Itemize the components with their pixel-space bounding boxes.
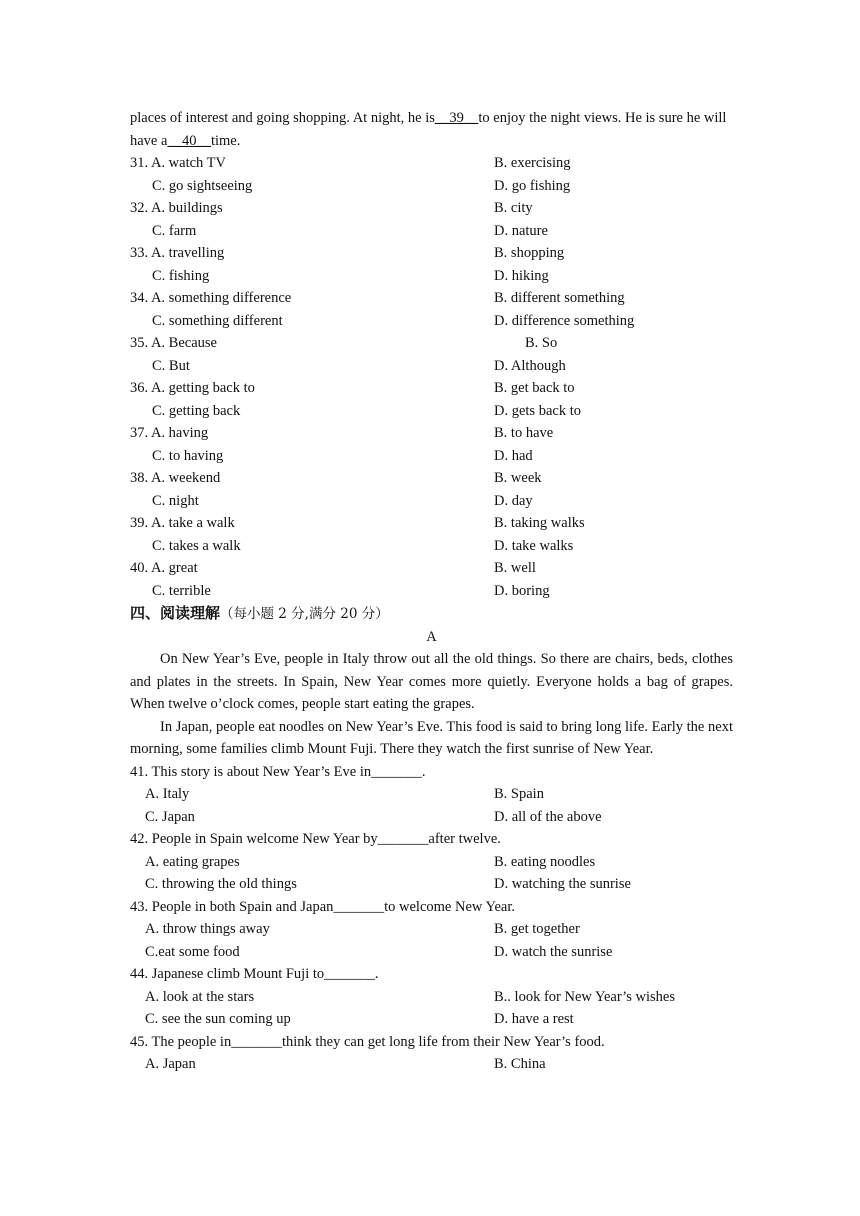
option-d: D. hiking (494, 267, 549, 284)
question-row (130, 400, 733, 423)
option-row (130, 941, 733, 964)
option-c: C. fishing (152, 267, 210, 284)
question-number: 31. (130, 155, 149, 171)
option-row (130, 986, 733, 1009)
question-row (130, 220, 733, 243)
option-row (130, 873, 733, 896)
question-number: 34. (130, 290, 149, 306)
option-a: A. look at the stars (145, 988, 255, 1005)
intro-line-2 (130, 130, 733, 153)
option-d: D. take walks (494, 537, 574, 554)
question-number: 36. (130, 380, 149, 396)
option-d: D. have a rest (494, 1011, 574, 1027)
question-option-a (130, 377, 255, 400)
option-row (130, 783, 733, 806)
option-b: B. different something (494, 290, 625, 306)
option-a: A. eating grapes (145, 853, 240, 870)
question-stem: 43. People in both Spain and Japan_______to welcome New Year. (130, 898, 516, 915)
option-b: B. to have (494, 425, 554, 441)
intro-text: time. (210, 132, 241, 149)
question-row (130, 467, 733, 490)
option-b: B. China (494, 1056, 546, 1072)
option-c: C. Japan (145, 808, 195, 825)
option-b: B. week (494, 470, 542, 486)
option-b: B. city (494, 200, 533, 216)
document-content (130, 107, 733, 1076)
option-d: D. nature (494, 222, 548, 239)
section-note: （每小题 2 分,满分 20 分） (220, 606, 389, 622)
question-option-a (130, 557, 198, 580)
question-row (130, 490, 733, 513)
option-row (130, 851, 733, 874)
question-number: 32. (130, 200, 149, 216)
question-option-a (130, 197, 223, 220)
option-row (130, 918, 733, 941)
option-row (130, 1008, 733, 1031)
question-row (130, 287, 733, 310)
question-option-a (130, 422, 208, 445)
section-heading (130, 602, 733, 626)
question-row (130, 535, 733, 558)
question-number: 33. (130, 245, 149, 261)
reading-questions (130, 761, 733, 1076)
option-b: B.. look for New Year’s wishes (494, 988, 675, 1005)
question-option-a (130, 332, 217, 355)
question-stem: 41. This story is about New Year’s Eve in_______. (130, 763, 426, 780)
option-a: A. Because (150, 335, 217, 351)
question-number: 40. (130, 560, 149, 576)
question-row (130, 445, 733, 468)
option-a: A. Italy (145, 786, 190, 802)
question-row (130, 580, 733, 603)
option-a: A. getting back to (150, 380, 255, 396)
question-row (130, 355, 733, 378)
question-row (130, 377, 733, 400)
option-c: C.eat some food (145, 943, 240, 960)
option-b: B. exercising (494, 155, 571, 171)
option-d: D. go fishing (494, 177, 571, 194)
intro-text: to enjoy the night views. He is sure he will (478, 110, 727, 126)
option-a: A. weekend (150, 470, 221, 486)
section-title: 四、阅读理解 (130, 604, 221, 622)
question-number: 39. (130, 515, 149, 531)
option-c: C. terrible (152, 582, 211, 599)
option-d: D. watch the sunrise (494, 943, 613, 960)
question-row (130, 332, 733, 355)
option-d: D. Although (494, 357, 566, 374)
question-row (130, 512, 733, 535)
option-a: A. buildings (150, 200, 223, 216)
option-a: A. great (150, 560, 198, 576)
question-row (130, 175, 733, 198)
option-a: A. watch TV (150, 155, 226, 171)
passage-paragraph: On New Year’s Eve, people in Italy throw out all the old things. So there are chairs, beds, clothes and plates in the streets. In Spain, New Year comes more quietly. Everyone holds a bag of grapes. When twelve o’clock comes, people start eating the grapes. (130, 651, 733, 712)
passage-paragraph: In Japan, people eat noodles on New Year’s Eve. This food is said to bring long life. Early the next morning, some families climb Mount Fuji. There they watch the first sunrise of New Year. (130, 718, 733, 757)
option-d: D. all of the above (494, 808, 602, 825)
question-number: 38. (130, 470, 149, 486)
option-c: C. to having (152, 447, 224, 464)
option-a: A. travelling (150, 245, 225, 261)
question-option-a (130, 512, 235, 535)
intro-text: have a (130, 132, 168, 149)
question-number: 37. (130, 425, 149, 441)
question-option-a (130, 287, 291, 310)
option-row (130, 806, 733, 829)
option-c: C. something different (152, 312, 283, 329)
question-row (130, 557, 733, 580)
option-c: C. takes a walk (152, 537, 241, 554)
blank-40: __40__ (167, 132, 211, 149)
option-b: B. Spain (494, 786, 544, 802)
question-row (130, 242, 733, 265)
question-option-a (130, 242, 224, 265)
option-d: D. watching the sunrise (494, 876, 631, 892)
option-b: B. shopping (494, 245, 565, 261)
option-c: C. getting back (152, 402, 241, 419)
cloze-questions (130, 152, 733, 602)
question-stem: 42. People in Spain welcome New Year by_______after twelve. (130, 831, 501, 847)
option-b: B. well (494, 560, 536, 576)
option-d: D. day (494, 492, 533, 509)
question-row (130, 310, 733, 333)
option-b: B. eating noodles (494, 853, 596, 870)
passage-heading: A (426, 628, 437, 645)
question-option-a (130, 467, 220, 490)
option-d: D. had (494, 447, 533, 464)
option-a: A. throw things away (145, 921, 270, 937)
option-c: C. throwing the old things (145, 876, 297, 892)
option-a: A. take a walk (150, 515, 235, 531)
option-b: B. get together (494, 921, 580, 937)
question-row (130, 422, 733, 445)
question-row (130, 265, 733, 288)
option-b: B. taking walks (494, 515, 585, 531)
option-row (130, 1053, 733, 1076)
question-stem: 44. Japanese climb Mount Fuji to_______. (130, 966, 379, 982)
option-a: A. having (150, 425, 209, 441)
option-b: B. So (525, 335, 558, 351)
option-c: C. night (152, 492, 199, 509)
question-stem: 45. The people in_______think they can get long life from their New Year’s food. (130, 1033, 605, 1050)
option-c: C. see the sun coming up (145, 1011, 291, 1027)
question-number: 35. (130, 335, 149, 351)
option-c: C. But (152, 357, 190, 374)
option-b: B. get back to (494, 380, 575, 396)
option-a: A. something difference (150, 290, 292, 306)
blank-39: __39__ (434, 110, 479, 126)
question-option-a (130, 152, 226, 175)
question-row (130, 197, 733, 220)
question-row (130, 152, 733, 175)
intro-text: places of interest and going shopping. At night, he is (130, 110, 435, 126)
option-c: C. go sightseeing (152, 177, 253, 194)
option-c: C. farm (152, 222, 197, 239)
intro-line-1 (130, 107, 733, 130)
option-d: D. gets back to (494, 402, 581, 419)
option-d: D. difference something (494, 312, 635, 329)
option-a: A. Japan (145, 1056, 196, 1072)
option-d: D. boring (494, 582, 550, 599)
